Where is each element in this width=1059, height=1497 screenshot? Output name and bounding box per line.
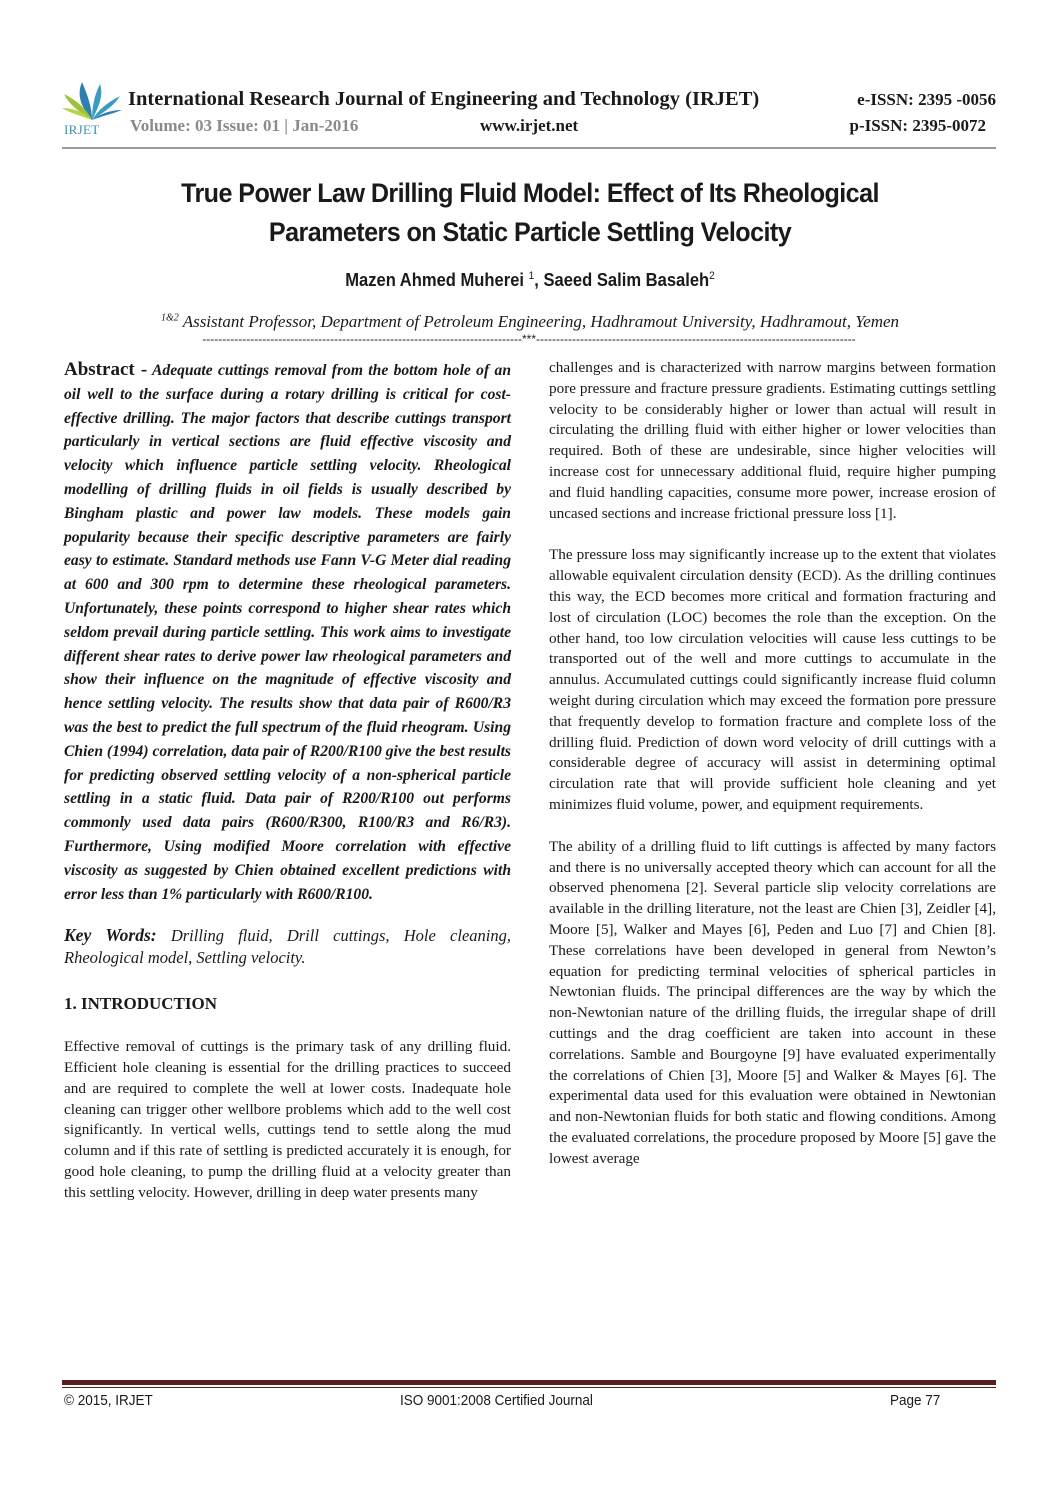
author-2: , Saeed Salim Basaleh [534, 270, 710, 290]
logo-text: IRJET [64, 122, 100, 137]
title-line-2: Parameters on Static Particle Settling Velocity [268, 217, 792, 247]
keywords [64, 924, 511, 969]
journal-name: International Research Journal of Engineering and Technology (IRJET) [128, 88, 760, 110]
title-line-1: True Power Law Drilling Fluid Model: Effect of Its Rheological [181, 178, 879, 208]
journal-header [62, 78, 996, 148]
abstract [64, 358, 511, 906]
affiliation [60, 312, 1000, 332]
author-2-sup: 2 [709, 270, 715, 282]
abstract-text: Adequate cuttings removal from the bottom hole of an oil well to the surface during a rotary drilling is critical for cost-effective drilling. The major factors that describe cuttings transport particularly in vertical sections are fluid effective viscosity and velocity which influence particle settling velocity. Rheological modelling of drilling fluids in oil fields is usually described by Bingham plastic and power law models. These models gain popularity because their specific descriptive parameters are fairly easy to estimate. Standard methods use Fann V-G Meter dial reading at 600 and 300 rpm to determine these rheological parameters. Unfortunately, these points correspond to higher shear rates which seldom prevail during particle settling. This work aims to investigate different shear rates to derive power law rheological parameters and show their influence on the magnitude of effective viscosity and hence settling velocity. The results show that data pair of R600/R3 was the best to predict the full spectrum of the fluid rheogram. Using Chien (1994) correlation, data pair of R200/R100 give the best results for predicting observed settling velocity of a non-spherical particle settling in a static fluid. Data pair of R200/R100 out performs commonly used data pairs (R600/R300, R100/R3 and R6/R3). Furthermore, Using modified Moore correlation with effective viscosity as suggested by Chien obtained excellent predictions with error less than 1% particularly with R600/R100. [64, 362, 511, 903]
footer-copyright: © 2015, IRJET [64, 1392, 153, 1409]
footer-certification: ISO 9001:2008 Certified Journal [400, 1392, 593, 1409]
p-issn: p-ISSN: 2395-0072 [849, 116, 986, 135]
intro-paragraph-3: The ability of a drilling fluid to lift cuttings is affected by many factors and there is no universally accepted theory which can account for all the observed phenomena [2]. Several particle slip velocity correlations are available in the drilling literature, not the least are Chien [3], Zeidler [4], Moore [5], Walker and Mayes [6], Peden and Luo [7] and Chien [8]. These correlations have been developed in general from Newton’s equation for predicting terminal velocities of spherical particles in Newtonian fluids. The principal differences are the way by which the non-Newtonian nature of the drilling fluids, the irregular shape of drill cuttings and the drag coefficient are taken into account in these correlations. Samble and Bourgoyne [9] have evaluated experimentally the correlations of Chien [3], Moore [5] and Walker & Mayes [6]. The experimental data used for this evaluation were obtained in Newtonian and non-Newtonian fluids for both static and flowing conditions. Among the evaluated correlations, the procedure proposed by Moore [5] gave the lowest average [549, 837, 996, 1167]
left-column [64, 358, 511, 1204]
keywords-text: Drilling fluid, Drill cuttings, Hole cleaning, Rheological model, Settling velocity. [64, 926, 512, 968]
e-issn: e-ISSN: 2395 -0056 [857, 90, 996, 109]
affiliation-text: Assistant Professor, Department of Petroleum Engineering, Hadhramout University, Hadhramout, Yemen [178, 312, 900, 331]
author-1-sup: 1 [528, 270, 535, 282]
abstract-label: Abstract - [64, 359, 148, 380]
right-column [549, 358, 996, 1169]
intro-paragraph-1-continued: challenges and is characterized with narrow margins between formation pore pressure and fracture pressure gradients. Estimating cuttings settling velocity to be considerably higher or lower than actual will result in circulating the drilling fluid with either higher or lower velocities than required. Both of these are undesirable, since higher velocities will increase cost for unnecessary additional fluid, require higher pumping and fluid handling capacities, consume more power, increase erosion of uncased sections and increase frictional pressure loss [1]. [549, 359, 996, 522]
paper-title [93, 174, 967, 252]
affiliation-sup: 1&2 [160, 312, 179, 324]
keywords-label: Key Words: [64, 925, 157, 946]
page-number: Page 77 [890, 1392, 941, 1409]
authors [98, 270, 963, 291]
journal-website-link[interactable]: www.irjet.net [480, 116, 579, 135]
intro-paragraph-1: Effective removal of cuttings is the primary task of any drilling fluid. Efficient hole cleaning is essential for the drilling practices to succeed and are required to complete the well at lower costs. Inadequate hole cleaning can trigger other wellbore problems which add to the well cost significantly. In vertical wells, cuttings tend to settle along the mud column and if this rate of settling is predicted accurately it is enough, for good hole cleaning, to pump the drilling fluid at a velocity greater than this settling velocity. However, drilling in deep water presents many [64, 1038, 511, 1201]
intro-paragraph-2: The pressure loss may significantly increase up to the extent that violates allowable equivalent circulation density (ECD). As the drilling continues this way, the ECD becomes more critical and formation fracturing and lost of circulation (LOC) becomes the role than the exception. On the other hand, too low circulation velocities will cause less cuttings to be transported out of the well and more cuttings to accumulate in the annulus. Accumulated cuttings could significantly increase fluid column weight during circulation which may exceed the formation pore pressure that frequently develop to formation fracture and complete loss of the drilling fluid. Prediction of down word velocity of drill cuttings with a considerable degree of accuracy will assist in determining optimal circulation rate that will provide sufficient hole cleaning and yet minimizes fluid volume, power, and equipment requirements. [549, 546, 996, 813]
section-heading-introduction: 1. INTRODUCTION [64, 994, 218, 1014]
footer-bar [62, 1380, 996, 1385]
footer-bar-thin [62, 1387, 996, 1388]
volume-issue: Volume: 03 Issue: 01 | Jan-2016 [130, 116, 359, 135]
section-divider: --------------------------------------------------------------------------------***-------------------------------------------------------------------------------- [202, 333, 856, 345]
header-divider [62, 147, 996, 149]
author-1: Mazen Ahmed Muherei [345, 270, 525, 290]
